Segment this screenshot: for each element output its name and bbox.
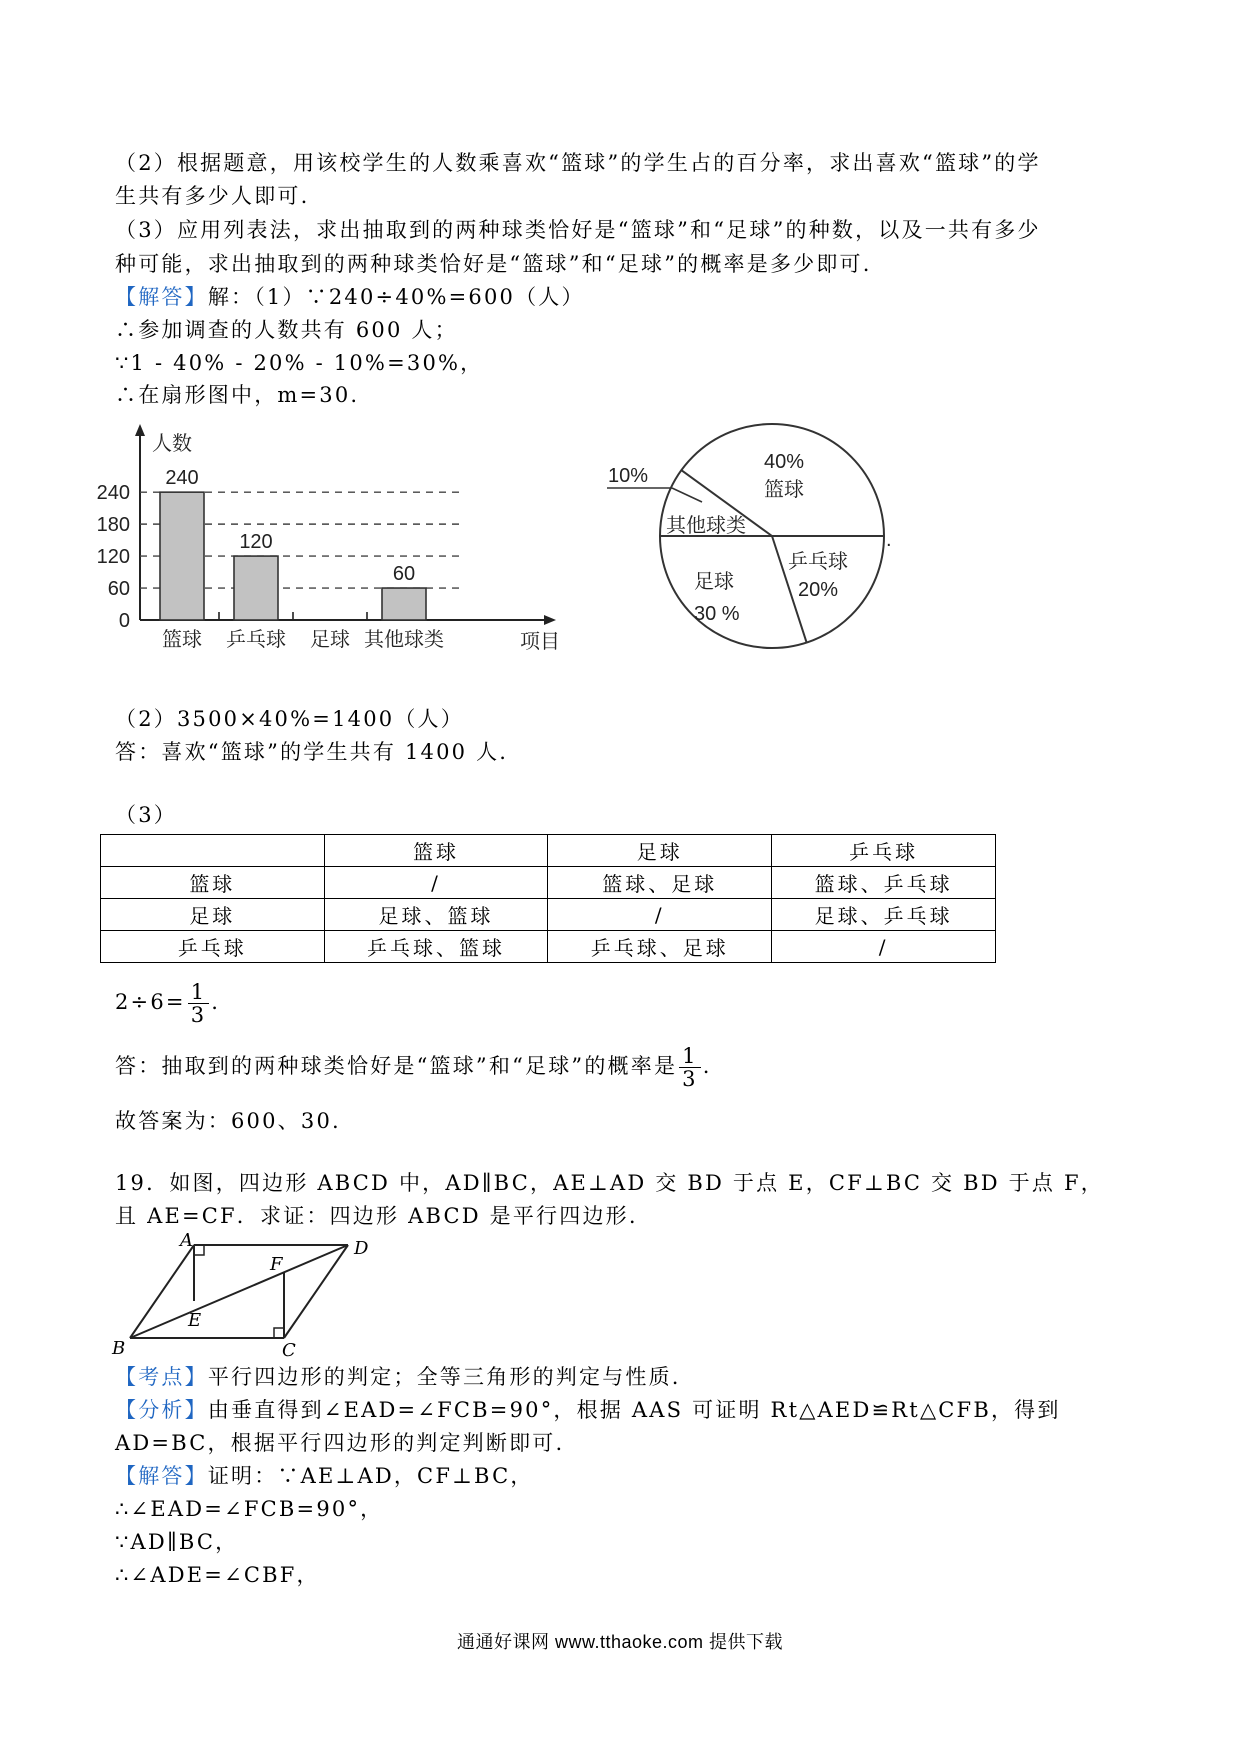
pie-label-basketball: 篮球 [764, 479, 804, 501]
category-label: 篮球 [162, 629, 202, 651]
bar [160, 492, 204, 620]
y-tick-label: 240 [96, 482, 130, 505]
q19-line-1: 19．如图，四边形 ABCD 中，AD∥BC，AE⊥AD 交 BD 于点 E，CF⊥BC 交 BD 于点 F， [115, 1171, 1104, 1195]
jieda-line-3: ∵AD∥BC， [115, 1530, 239, 1554]
y-tick-label: 180 [96, 514, 130, 537]
answer2-line-1: （2）3500×40%=1400（人） [115, 707, 464, 731]
bar-data-label: 120 [239, 531, 273, 554]
analysis-line-2: 生共有多少人即可. [115, 184, 310, 208]
label-b: B [112, 1338, 126, 1359]
fraction [679, 1045, 701, 1090]
pie-trailing-mark: . [886, 529, 892, 551]
table-cell: 足球 [101, 899, 325, 931]
table-cell: 乒乓球 [101, 931, 325, 963]
answer-line-3: ∵1 - 40% - 20% - 10%=30%， [115, 351, 484, 375]
fenxi-line-2: AD=BC，根据平行四边形的判定判断即可. [115, 1431, 565, 1455]
right-angle-mark-c [274, 1328, 284, 1338]
fraction-numerator: 1 [679, 1045, 701, 1068]
conclusion-line [115, 1040, 712, 1092]
category-label: 乒乓球 [226, 629, 286, 651]
answer-line-4: ∴在扇形图中，m=30. [115, 383, 360, 407]
analysis-line-1: （2）根据题意，用该校学生的人数乘喜欢“篮球”的学生占的百分率，求出喜欢“篮球”的学 [115, 151, 1041, 175]
outcome-table [100, 834, 996, 963]
fraction-denominator: 3 [682, 1067, 698, 1091]
y-tick-label: 120 [96, 546, 130, 569]
fraction-numerator: 1 [188, 981, 210, 1004]
y-axis-label: 人数 [152, 433, 192, 455]
label-c: C [282, 1340, 296, 1361]
x-axis-arrow [544, 615, 556, 625]
parallelogram-figure [108, 1230, 388, 1361]
label-d: D [354, 1238, 369, 1259]
table-cell: 足球、乒乓球 [772, 899, 996, 931]
jieda-line-4: ∴∠ADE=∠CBF， [115, 1563, 320, 1587]
table-cell: / [324, 867, 548, 899]
bar [382, 588, 426, 620]
answer3-label: （3） [115, 803, 177, 827]
table-cell: 篮球 [324, 835, 548, 867]
final-answer: 故答案为：600、30. [115, 1109, 341, 1133]
bar-data-label: 240 [165, 467, 199, 490]
pie-label-football: 足球 [694, 571, 734, 593]
table-row [101, 835, 996, 867]
bar-data-label: 60 [392, 563, 416, 586]
kaodian-text: 平行四边形的判定；全等三角形的判定与性质. [207, 1365, 681, 1389]
label-f: F [270, 1254, 283, 1275]
fenxi-tag: 【分析】 [115, 1398, 208, 1422]
fraction [188, 981, 210, 1026]
table-cell: / [772, 931, 996, 963]
conclusion-suffix: . [702, 1054, 712, 1078]
table-cell: 篮球、足球 [548, 867, 772, 899]
fraction-denominator: 3 [190, 1003, 207, 1027]
table-cell: 乒乓球、足球 [548, 931, 772, 963]
pie-label-football-pct: 30 % [694, 603, 740, 625]
table-row [101, 931, 996, 963]
table-cell: 乒乓球 [772, 835, 996, 867]
table-cell: 篮球、乒乓球 [772, 867, 996, 899]
fenxi-line-1 [115, 1395, 1061, 1425]
answer-text: 解：（1）∵240÷40%=600（人） [207, 285, 585, 309]
x-axis-label: 项目 [520, 631, 560, 653]
answer-tag: 【解答】 [115, 285, 208, 309]
answer-line-2: ∴参加调查的人数共有 600 人； [115, 318, 458, 342]
conclusion-text: 答：抽取到的两种球类恰好是“篮球”和“足球”的概率是 [115, 1054, 678, 1078]
table-row [101, 899, 996, 931]
answer-line-1 [115, 282, 585, 312]
pie-label-other-pct: 10% [608, 465, 649, 487]
pie-label-other: 其他球类 [666, 515, 746, 537]
label-a: A [180, 1230, 193, 1251]
jieda-line-1 [115, 1461, 534, 1491]
right-angle-mark-a [194, 1245, 204, 1255]
calc-prefix: 2÷6= [115, 990, 186, 1014]
bar [234, 556, 278, 620]
footer: 通通好课网 www.tthaoke.com 提供下载 [456, 1632, 784, 1652]
y-tick-label: 0 [118, 610, 130, 632]
fenxi-text: 由垂直得到∠EAD=∠FCB=90°，根据 AAS 可证明 Rt△AED≌Rt△CFB，得到 [207, 1398, 1061, 1422]
bar-chart [96, 420, 580, 660]
answer2-line-2: 答：喜欢“篮球”的学生共有 1400 人. [115, 740, 509, 764]
table-cell: 篮球 [101, 867, 325, 899]
table-cell [101, 835, 325, 867]
pie-label-pingpong-pct: 20% [798, 579, 839, 601]
pie-chart [590, 420, 910, 660]
kaodian-line [115, 1362, 681, 1392]
kaodian-tag: 【考点】 [115, 1365, 208, 1389]
analysis-line-4: 种可能，求出抽取到的两种球类恰好是“篮球”和“足球”的概率是多少即可. [115, 252, 872, 276]
y-axis-arrow [135, 424, 145, 436]
table-cell: 足球 [548, 835, 772, 867]
q19-line-2: 且 AE=CF．求证：四边形 ABCD 是平行四边形. [115, 1204, 638, 1228]
category-label: 其他球类 [364, 629, 444, 651]
jieda-tag: 【解答】 [115, 1464, 208, 1488]
table-cell: 乒乓球、篮球 [324, 931, 548, 963]
calc-suffix: . [211, 990, 221, 1014]
table-row [101, 867, 996, 899]
label-e: E [188, 1310, 202, 1331]
table-cell: / [548, 899, 772, 931]
category-label: 足球 [310, 629, 350, 651]
table-cell: 足球、篮球 [324, 899, 548, 931]
calc-line [115, 976, 220, 1028]
y-tick-label: 60 [107, 578, 130, 601]
pie-label-basketball-pct: 40% [764, 451, 805, 473]
pie-label-pingpong: 乒乓球 [788, 551, 848, 573]
analysis-line-3: （3）应用列表法，求出抽取到的两种球类恰好是“篮球”和“足球”的种数，以及一共有多少 [115, 218, 1041, 242]
jieda-text: 证明：∵AE⊥AD，CF⊥BC， [207, 1464, 534, 1488]
jieda-line-2: ∴∠EAD=∠FCB=90°， [115, 1497, 384, 1521]
